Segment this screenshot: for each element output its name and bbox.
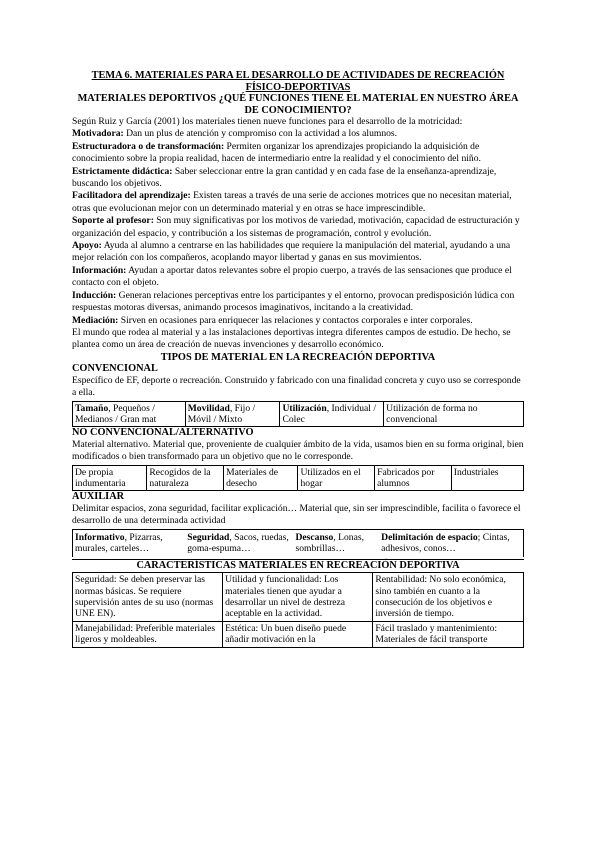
auxiliary-text: Delimitar espacios, zona seguridad, facilitar explicación… Material que, sin ser imprescindible, facilita o favorece el desarrollo de una determinada actividad [72, 502, 521, 527]
function-item [72, 166, 524, 191]
alternative-text: Material alternativo. Material que, proveniente de cualquier ámbito de la vida, usamos bien en su forma original, bien modificados o bien transformado para un objetivo que no le corresponde. [72, 438, 524, 463]
function-item [72, 240, 524, 265]
function-term: Soporte al profesor: [72, 215, 154, 227]
function-item [72, 290, 524, 315]
table-cell: Movilidad, Fijo / Móvil / Mixto [185, 401, 280, 427]
function-text: Sirven en ocasiones para enriquecer las relaciones y contactos corporales e inter corporales. [118, 314, 473, 326]
characteristics-heading: CARACTERÍSTICAS MATERIALES EN RECREACIÓN DEPORTIVA [72, 559, 524, 572]
function-term: Mediación: [72, 314, 119, 326]
function-text: Ayuda al alumno a centrarse en las habilidades que requiere la manipulación del material, ayudando a una mejor relación con los compañeros, acoplando mayor libertad y ganas en sus movimientos. [72, 240, 511, 264]
intro-paragraph: Según Ruiz y García (2001) los materiales tienen nueve funciones para el desarrollo de la motricidad: [72, 116, 463, 127]
function-term: Estrictamente didáctica: [72, 165, 173, 177]
table-cell: Seguridad: Se deben preservar las normas básicas. Se requiere supervisión antes de su uso (normas UNE EN). [73, 573, 223, 622]
table-cell: Utilización, Individual / Colec [280, 401, 384, 427]
table-cell: Informativo, Pizarras, murales, carteles… [73, 529, 186, 556]
function-text: Ayudan a aportar datos relevantes sobre el propio cuerpo, a través de las sensaciones que produce el contacto con el objeto. [72, 264, 512, 289]
function-term: Inducción: [72, 289, 117, 301]
table-cell: Seguridad, Sacos, ruedas, goma-espuma… [185, 529, 293, 556]
table-cell: Estética: Un buen diseño puede añadir motivación en la [223, 621, 373, 647]
function-text: Permiten organizar los aprendizajes propiciando la adquisición de conocimiento sobre la propia realidad, hacen de intermediario entre la realidad y el conocimiento del niño. [72, 140, 481, 165]
function-item [72, 128, 524, 140]
function-text: Generan relaciones perceptivas entre los participantes y el entorno, provocan predisposición lúdica con respuestas motoras diversas, animando procesos imaginativos, incitando a la creatividad. [72, 289, 515, 314]
function-item [72, 265, 524, 290]
table-cell: Utilización de forma no convencional [384, 401, 524, 427]
table-cell: Delimitación de espacio; Cintas, adhesivos, conos… [379, 529, 523, 556]
function-term: Apoyo: [72, 240, 102, 252]
section-heading-types: TIPOS DE MATERIAL EN LA RECREACIÓN DEPORTIVA [160, 351, 436, 363]
conventional-text: Específico de EF, deporte o recreación. Construido y fabricado con una finalidad concreta y cuyo uso se corresponde a ella. [72, 374, 521, 399]
table-cell: Utilizados en el hogar [298, 465, 375, 491]
function-text: Dan un plus de atención y compromiso con la actividad a los alumnos. [123, 128, 398, 140]
table-cell: Manejabilidad: Preferible materiales ligeros y moldeables. [73, 621, 223, 647]
table-cell: De propia indumentaria [73, 465, 147, 491]
auxiliary-table [72, 529, 524, 557]
function-item [72, 190, 524, 215]
alternative-table [72, 465, 524, 492]
function-text: Existen tareas a través de una serie de acciones motrices que no necesitan material, otras que evolucionan mejor con un determinado material y en otras se hace imprescindible. [72, 190, 512, 214]
characteristics-table [72, 572, 524, 647]
table-cell: Fácil traslado y mantenimiento: Materiales de fácil transporte [373, 621, 524, 647]
function-item [72, 215, 524, 240]
conventional-table [72, 401, 524, 428]
function-item [72, 141, 524, 166]
table-cell: Materiales de desecho [224, 465, 298, 491]
auxiliary-heading: AUXILIAR [72, 491, 125, 503]
table-cell: Fabricados por alumnos [375, 465, 452, 491]
function-text: Son muy significativas por los motivos de variedad, motivación, capacidad de estructuración y organización del espacio, y contribución a los sistemas de programación, control y evolución. [72, 215, 520, 239]
alternative-heading: NO CONVENCIONAL/ALTERNATIVO [72, 427, 254, 439]
function-item [72, 315, 524, 327]
function-term: Motivadora: [72, 128, 124, 140]
function-term: Información: [72, 264, 127, 276]
document-page [72, 70, 524, 648]
conventional-heading: CONVENCIONAL [72, 363, 158, 375]
table-cell: Industriales [451, 465, 523, 491]
section-heading-functions: MATERIALES DEPORTIVOS ¿QUÉ FUNCIONES TIENE EL MATERIAL EN NUESTRO ÁREA DE CONOCIMIENTO? [77, 93, 519, 116]
functions-list [72, 128, 524, 327]
closing-paragraph: El mundo que rodea al material y a las instalaciones deportivas integra diferentes campos de estudio. De hecho, se plantea como un área de creación de nuevas invenciones y desarrollo económico. [72, 326, 511, 351]
function-text: Saber seleccionar entre la gran cantidad y en cada fase de la enseñanza-aprendizaje, buscando los objetivos. [72, 165, 497, 190]
table-cell: Utilidad y funcionalidad: Los materiales tienen que ayudar a desarrollar un nivel de destreza aceptable en la actividad. [223, 573, 373, 622]
function-term: Facilitadora del aprendizaje: [72, 190, 191, 202]
table-cell: Descanso, Lonas, sombrillas… [293, 529, 379, 556]
table-cell: Recogidos de la naturaleza [147, 465, 224, 491]
document-title: TEMA 6. MATERIALES PARA EL DESARROLLO DE ACTIVIDADES DE RECREACIÓN FÍSICO-DEPORTIVAS [91, 70, 505, 93]
table-cell: Tamaño, Pequeños / Medianos / Gran mat [73, 401, 186, 427]
function-term: Estructuradora o de transformación: [72, 140, 225, 152]
table-cell: Rentabilidad: No solo económica, sino también en cuanto a la consecución de los objetivos e inversión de tiempo. [373, 573, 524, 622]
